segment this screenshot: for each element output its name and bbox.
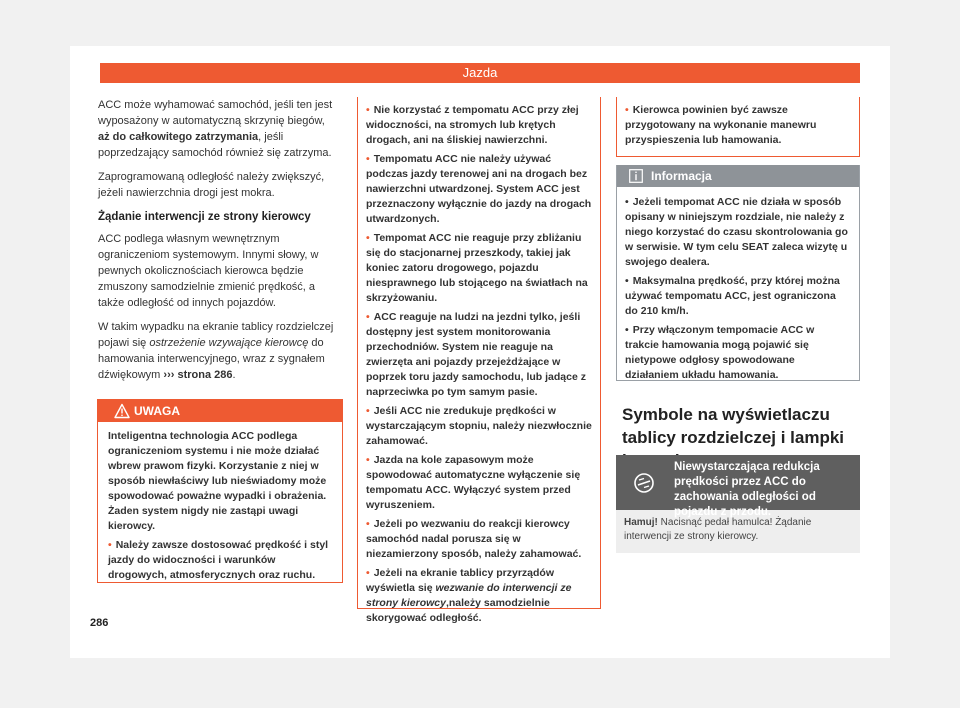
info-header: [617, 165, 859, 187]
section-heading: Żądanie interwencji ze strony kierowcy: [98, 211, 311, 223]
list-item: [366, 404, 592, 449]
list-item: [366, 310, 592, 400]
list-item: [625, 323, 851, 383]
text: Jazda na kole zapasowym może spowodować automatyczne wyłączenie się tempomatu ACC. Wyłączyć system przed wyruszeniem.: [366, 454, 581, 511]
warning-text: Inteligentna technologia ACC podlega ograniczeniom systemu i nie może działać wbrew prawom fizyki. Korzystanie z niej w sposób niewłaściwy lub nieświadomy może spowodować poważne wypadki i obrażenia. Żaden system nigdy nie zastąpi uwagi kierowcy.: [108, 430, 327, 532]
bullet-icon: •: [366, 311, 370, 323]
list-item: [625, 274, 851, 319]
text: Jeżeli na ekranie tablicy przyrządów wyświetla się: [366, 567, 555, 594]
warning-triangle-icon: [114, 403, 130, 419]
bullet-icon: •: [366, 518, 370, 530]
indicator-icon-cell: [616, 455, 672, 510]
text: ACC reaguje na ludzi na jezdni tylko, jeśli dostępny jest system monitorowania przechodniów. System nie reaguje na zwierzęta ani pojazdy przejeżdżające w poprzek toru jazdy samochodu, lub jadące z naprzeciwka po tym samym pasie.: [366, 311, 586, 398]
warning-box: [97, 399, 343, 583]
text: Maksymalna prędkość, przy której można używać tempomatu ACC, jest ograniczona do 210 km/h.: [625, 275, 840, 317]
warning-body: [98, 422, 342, 583]
bullet-icon: •: [625, 104, 629, 116]
text: Tempomat ACC nie reaguje przy zbliżaniu się do stacjonarnej przeszkody, takiej jak koniec zatoru drogowego, pojazdu niesprawnego lub stojącego na światłach na skrzyżowaniu.: [366, 232, 588, 304]
bold-text: Hamuj!: [624, 517, 658, 528]
info-box: [616, 165, 860, 381]
indicator-lamp-header: [616, 455, 860, 518]
section-title: Symbole na wyświetlaczu tablicy rozdzielczej i lampki: [622, 405, 845, 447]
list-item: [366, 152, 592, 227]
text: , jeśli poprzedzający samochód również się zatrzyma.: [98, 131, 332, 159]
text: Jeżeli po wezwaniu do reakcji kierowcy samochód nadal porusza się w niezamierzony sposób, należy zahamować.: [366, 518, 582, 560]
bullet-icon: •: [366, 454, 370, 466]
paragraph-1: [98, 97, 338, 161]
indicator-lamp-description: [624, 516, 856, 544]
info-title: Informacja: [651, 169, 712, 183]
bullet-icon: •: [625, 275, 629, 287]
text: ACC może wyhamować samochód, jeśli ten jest wyposażony w automatyczną skrzynię biegów,: [98, 99, 333, 127]
list-item: [366, 453, 592, 513]
warning-end-box: [616, 97, 860, 157]
warning-continuation-box: [357, 97, 601, 624]
text: Należy zawsze dostosować prędkość i styl jazdy do widoczności i warunków drogowych, atmosferycznych oraz ruchu.: [108, 539, 329, 581]
chapter-header: Jazda: [100, 63, 860, 83]
paragraph-2: Zaprogramowaną odległość należy zwiększyć, jeżeli nawierzchnia drogi jest mokra.: [98, 171, 325, 199]
text: Przy włączonym tempomacie ACC w trakcie hamowania mogą pojawić się nietypowe odgłosy spowodowane działaniem układu hamowania.: [625, 324, 815, 381]
info-icon: [629, 169, 643, 183]
bullet-icon: •: [366, 405, 370, 417]
warning-bullet: [108, 538, 332, 583]
bullet-icon: •: [108, 539, 112, 551]
bullet-icon: •: [625, 196, 629, 208]
italic-text: wezwanie do interwencji ze strony kierowcy: [366, 582, 572, 609]
paragraph-4: [98, 319, 338, 383]
indicator-lamp-title: Niewystarczająca redukcja prędkości przez ACC do zachowania odległości od pojazdu z przodu.: [674, 461, 820, 518]
page-number: 286: [90, 617, 109, 629]
bullet-icon: •: [366, 153, 370, 165]
list-item: [366, 517, 592, 562]
text: do hamowania interwencyjnego, wraz z sygnałem dźwiękowym: [98, 337, 325, 381]
text: ,należy samodzielnie skorygować odległość.: [366, 597, 550, 624]
indicator-lamp-entry: [616, 455, 860, 553]
page-reference-link[interactable]: ››› strona 286: [163, 369, 233, 381]
warning-header: [98, 400, 342, 422]
text: Kierowca powinien być zawsze przygotowany na wykonanie manewru przyspieszenia lub hamowania.: [625, 104, 817, 146]
text: Nie korzystać z tempomatu ACC przy złej widoczności, na stromych lub krętych drogach, ani na śliskiej nawierzchni.: [366, 104, 579, 146]
text: Nacisnąć pedał hamulca! Żądanie interwencji ze strony kierowcy.: [624, 517, 812, 542]
column-1: [98, 97, 338, 391]
bullet-icon: •: [366, 232, 370, 244]
italic-text: ostrzeżenie wzywające kierowcę: [149, 337, 309, 349]
list-item: [366, 231, 592, 306]
acc-warning-icon: [633, 472, 655, 494]
text: Jeśli ACC nie zredukuje prędkości w wystarczającym stopniu, należy niezwłocznie zahamować.: [366, 405, 592, 447]
text: Tempomatu ACC nie należy używać podczas jazdy terenowej ani na drogach bez nawierzchni utwardzonej. System ACC jest przeznaczony wyłącznie do jazdy na drogach utwardzonych.: [366, 153, 592, 225]
bullet-icon: •: [366, 104, 370, 116]
list-item: [366, 566, 592, 626]
list-item: [625, 103, 851, 148]
bold-text: aż do całkowitego zatrzymania: [98, 131, 259, 143]
text: .: [232, 369, 236, 381]
text: Jeżeli tempomat ACC nie działa w sposób opisany w niniejszym rozdziale, nie należy z niego korzystać do czasu skontrolowania go w serwisie. W tym celu SEAT zaleca wizytę u swojego dealera.: [625, 196, 848, 268]
paragraph-3: ACC podlega własnym wewnętrznym ograniczeniom systemowym. Innymi słowy, w pewnych okolicznościach kierowca będzie zmuszony samodzielnie zmienić prędkość, a także odległość od innych pojazdów.: [98, 233, 319, 309]
warning-title: UWAGA: [134, 404, 180, 418]
info-body: [617, 187, 859, 383]
text: W takim wypadku na ekranie tablicy rozdzielczej pojawi się: [98, 321, 334, 349]
bullet-icon: •: [625, 324, 629, 336]
bullet-icon: •: [366, 567, 370, 579]
list-item: [366, 103, 592, 148]
list-item: [625, 195, 851, 270]
